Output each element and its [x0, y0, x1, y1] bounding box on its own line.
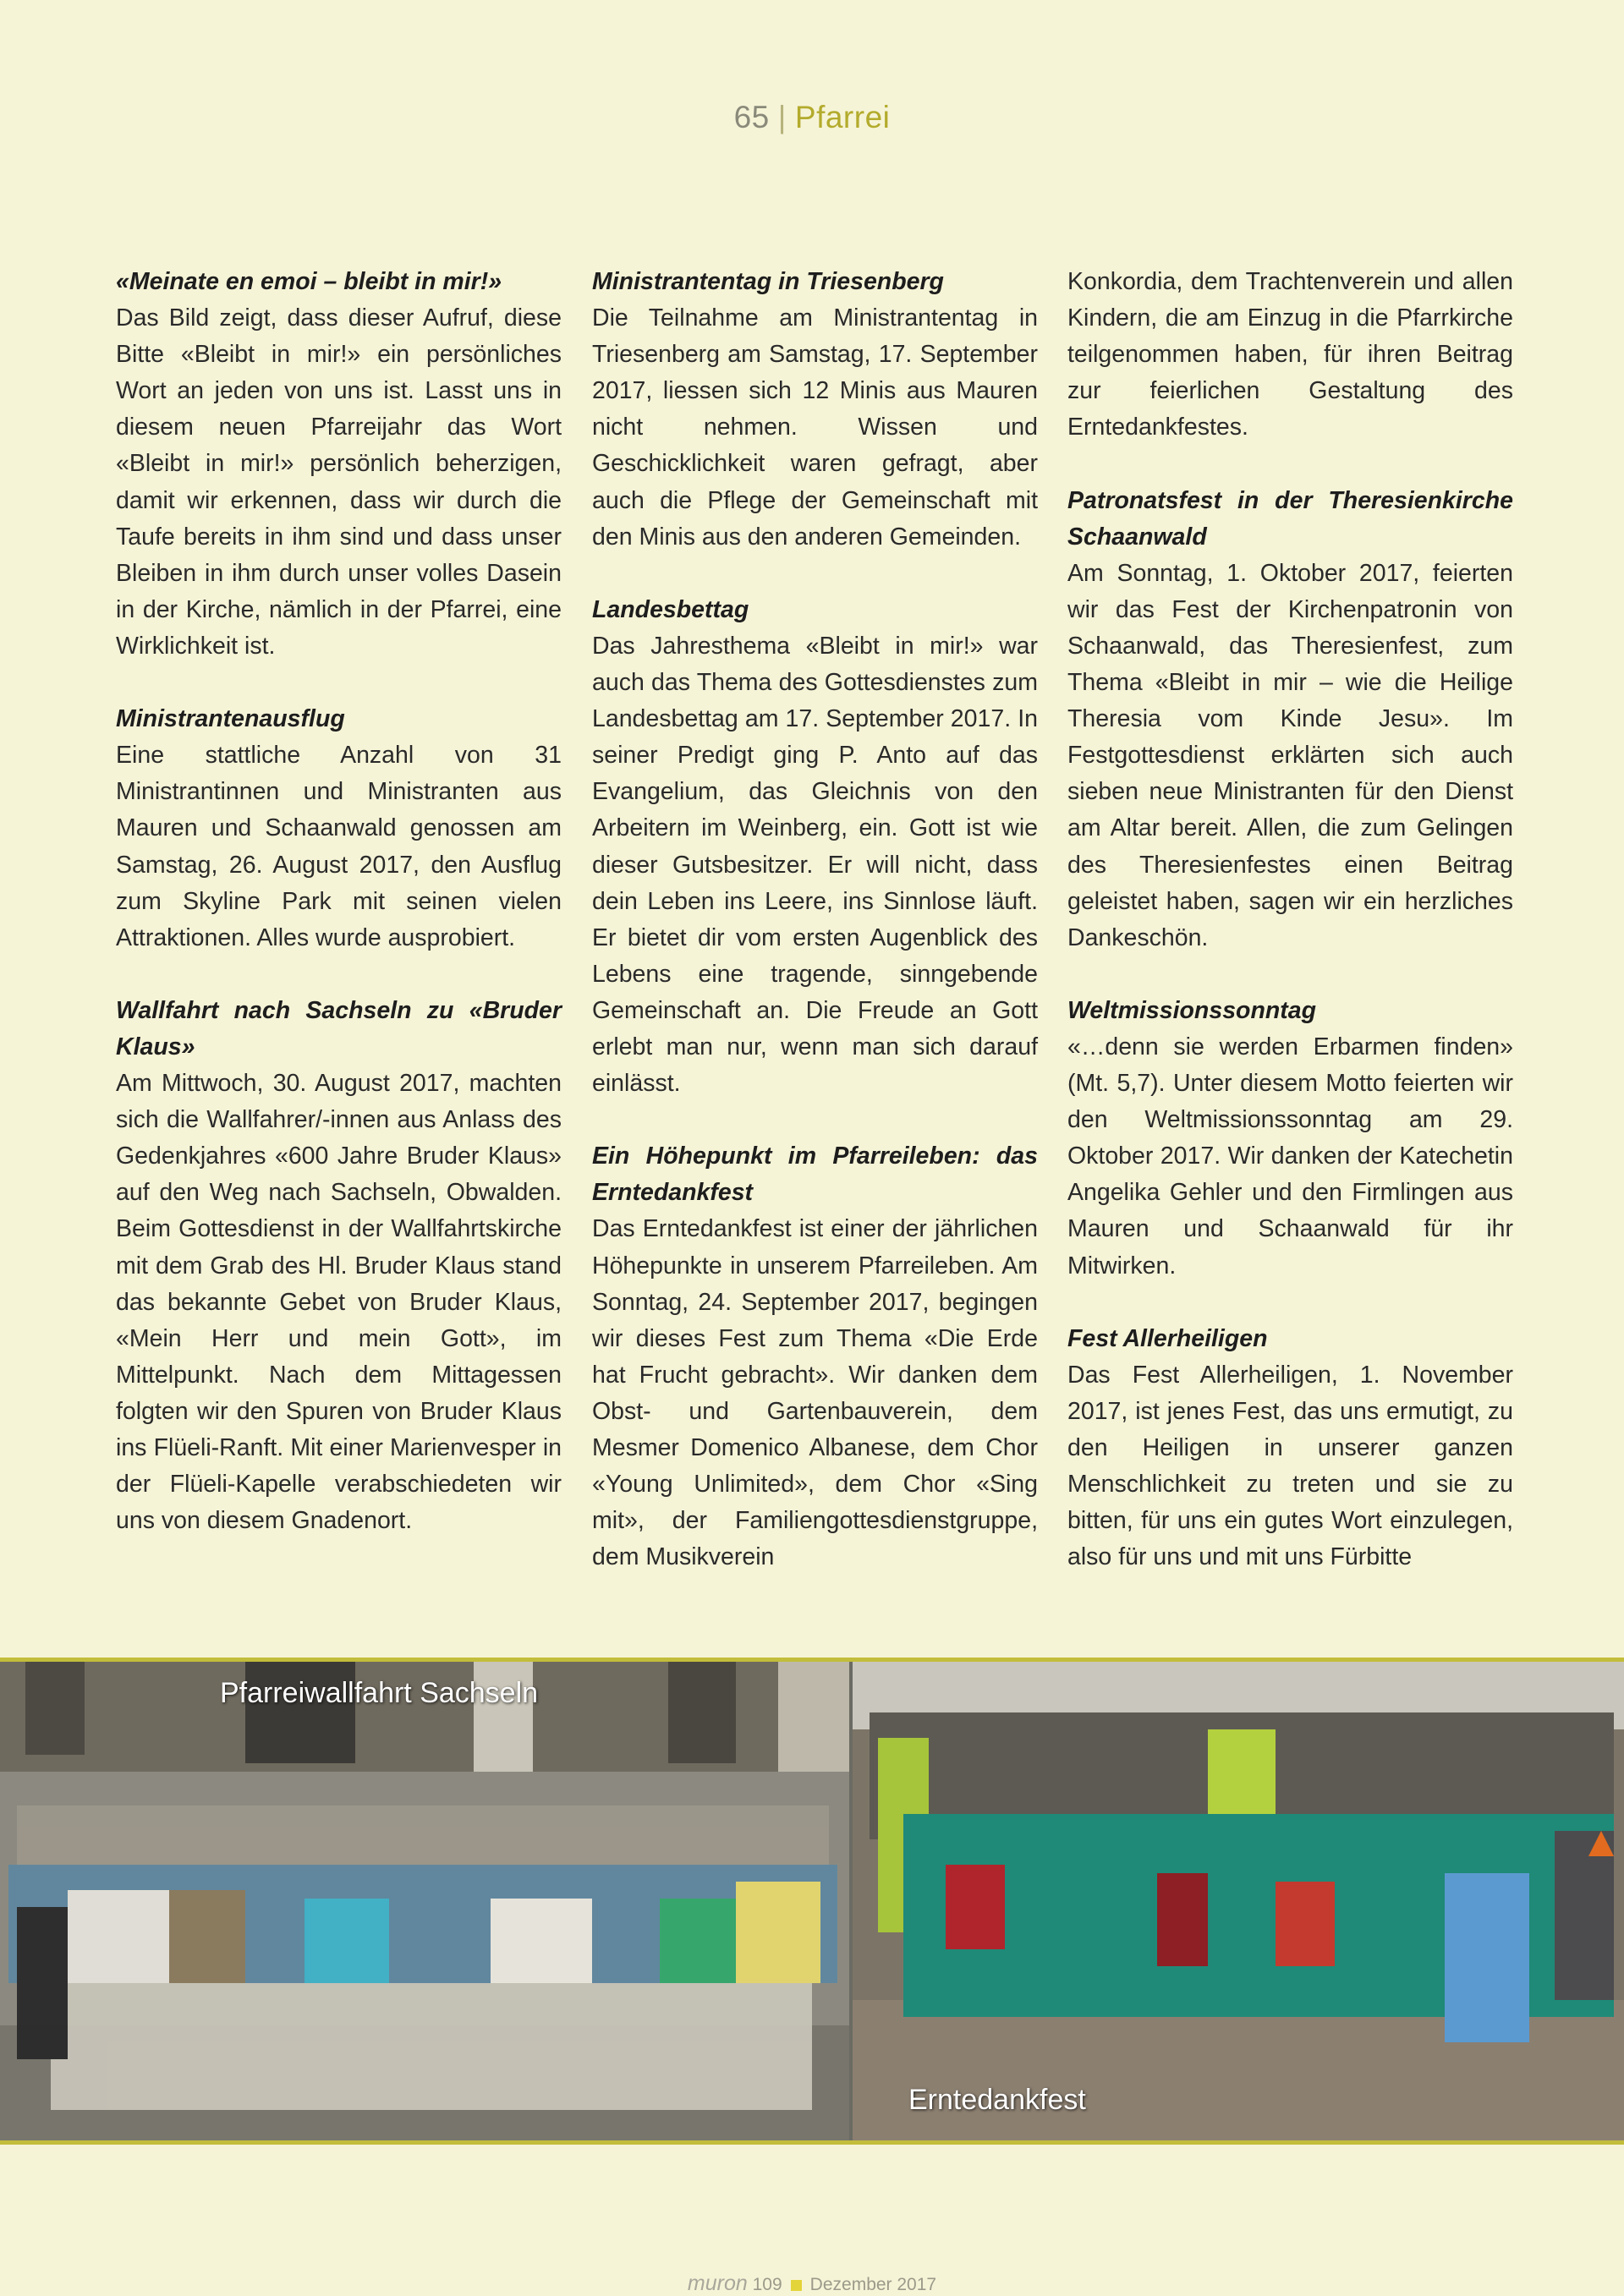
article-heading: Patronatsfest in der Theresienkirche Schaanwald	[1067, 486, 1513, 551]
article-text: Konkordia, dem Trachtenverein und allen Kindern, die am Einzug in die Pfarrkirche teilgenommen haben, für ihren Beitrag zur feierlichen Gestaltung des Erntedankfestes.	[1067, 268, 1513, 441]
article-column-1	[116, 264, 562, 1575]
header-separator: |	[777, 100, 787, 134]
article-text: Das Bild zeigt, dass dieser Aufruf, diese Bitte «Bleibt in mir!» ein persönliches Wort an jeden von uns ist. Lasst uns in diesem neuen Pfarreijahr das Wort «Bleibt in mir!» persönlich beherzigen, damit wir erkennen, dass wir durch die Taufe bereits in ihm sind und dass unser Bleiben in ihm durch unser volles Dasein in der Kirche, nämlich in der Pfarrei, eine Wirklichkeit ist.	[116, 304, 562, 660]
page-header	[0, 100, 1624, 135]
article-heading: Wallfahrt nach Sachseln zu «Bruder Klaus»	[116, 996, 562, 1060]
photo-caption-harvest: Erntedankfest	[908, 2084, 1086, 2116]
page-number: 65	[733, 100, 770, 134]
photo-band	[0, 1658, 1624, 2145]
issue-date: Dezember 2017	[809, 2275, 937, 2294]
article-column-3	[1067, 264, 1513, 1612]
article-text: Am Sonntag, 1. Oktober 2017, feierten wir das Fest der Kirchenpatronin von Schaanwald, das Theresienfest, zum Thema «Bleibt in mir – wie die Heilige Theresia vom Kinde Jesu». Im Festgottesdienst erklärten sich auch sieben neue Ministranten für den Dienst am Altar bereit. Allen, die zum Gelingen des Theresienfestes einen Beitrag geleistet haben, sagen wir ein herzliches Dankeschön.	[1067, 559, 1513, 951]
footer-square-icon	[791, 2280, 802, 2291]
article-column-2	[592, 264, 1038, 1612]
article-text: Eine stattliche Anzahl von 31 Ministrantinnen und Ministranten aus Mauren und Schaanwald genossen am Samstag, 26. August 2017, den Ausflug zum Skyline Park mit seinen vielen Attraktionen. Alles wurde ausprobiert.	[116, 742, 562, 951]
article-heading: Landesbettag	[592, 595, 749, 623]
harvest-festival-photo	[853, 1662, 1624, 2140]
article-heading: Weltmissionssonntag	[1067, 996, 1317, 1024]
article-heading: Ministrantenausflug	[116, 705, 345, 733]
article-heading: Ministrantentag in Triesenberg	[592, 268, 944, 295]
article-text: Am Mittwoch, 30. August 2017, machten sich die Wallfahrer/-innen aus Anlass des Gedenkjahres «600 Jahre Bruder Klaus» auf den Weg nach Sachseln, Obwalden. Beim Gottesdienst in der Wallfahrtskirche mit dem Grab des Hl. Bruder Klaus stand das bekannte Gebet von Bruder Klaus, «Mein Herr und mein Gott», im Mittelpunkt. Nach dem Mittagessen folgten wir den Spuren von Bruder Klaus ins Flüeli-Ranft. Mit einer Marienvesper in der Flüeli-Kapelle verabschiedeten wir uns von diesem Gnadenort.	[116, 1070, 562, 1535]
pilgrimage-group-photo	[0, 1662, 849, 2140]
article-text: Die Teilnahme am Ministrantentag in Triesenberg am Samstag, 17. September 2017, liessen sich 12 Minis aus Mauren nicht nehmen. Wissen und Geschicklichkeit waren gefragt, aber auch die Pflege der Gemeinschaft mit den Minis aus den anderen Gemeinden.	[592, 304, 1038, 551]
section-title: Pfarrei	[794, 100, 891, 134]
issue-number: 109	[752, 2275, 782, 2294]
photo-caption-pilgrimage: Pfarreiwallfahrt Sachseln	[220, 1677, 539, 1709]
article-text: Das Jahresthema «Bleibt in mir!» war auch das Thema des Gottesdienstes zum Landesbettag am 17. September 2017. In seiner Predigt ging P. Anto auf das Evangelium, das Gleichnis von den Arbeitern im Weinberg, ein. Gott ist wie dieser Gutsbesitzer. Er will nicht, dass dein Leben ins Leere, ins Sinnlose läuft. Er bietet dir vom ersten Augenblick des Lebens eine tragende, sinngebende Gemeinschaft an. Die Freude an Gott erlebt man nur, wenn man sich darauf einlässt.	[592, 632, 1038, 1098]
magazine-brand: muron	[687, 2271, 748, 2295]
article-text: Das Erntedankfest ist einer der jährlichen Höhepunkte in unserem Pfarreileben. Am Sonntag, 24. September 2017, begingen wir dieses Fest zum Thema «Die Erde hat Frucht gebracht». Wir danken dem Obst- und Gartenbauverein, dem Mesmer Domenico Albanese, dem Chor «Young Unlimited», dem Chor «Sing mit», der Familiengottesdienstgruppe, dem Musikverein	[592, 1215, 1038, 1571]
article-text: Das Fest Allerheiligen, 1. November 2017, ist jenes Fest, das uns ermutigt, zu den Heiligen in unserer ganzen Menschlichkeit zu treten und sie zu bitten, für uns ein gutes Wort einzulegen, also für uns und mit uns Fürbitte	[1067, 1361, 1513, 1571]
page-footer	[0, 2271, 1624, 2296]
article-text: «…denn sie werden Erbarmen finden» (Mt. 5,7). Unter diesem Motto feierten wir den Weltmissionssonntag am 29. Oktober 2017. Wir danken der Katechetin Angelika Gehler und den Firmlingen aus Mauren und Schaanwald für ihr Mitwirken.	[1067, 1033, 1513, 1280]
article-heading: Ein Höhepunkt im Pfarreileben: das Erntedankfest	[592, 1143, 1038, 1207]
article-heading: Fest Allerheiligen	[1067, 1324, 1268, 1352]
article-heading: «Meinate en emoi – bleibt in mir!»	[116, 268, 502, 295]
